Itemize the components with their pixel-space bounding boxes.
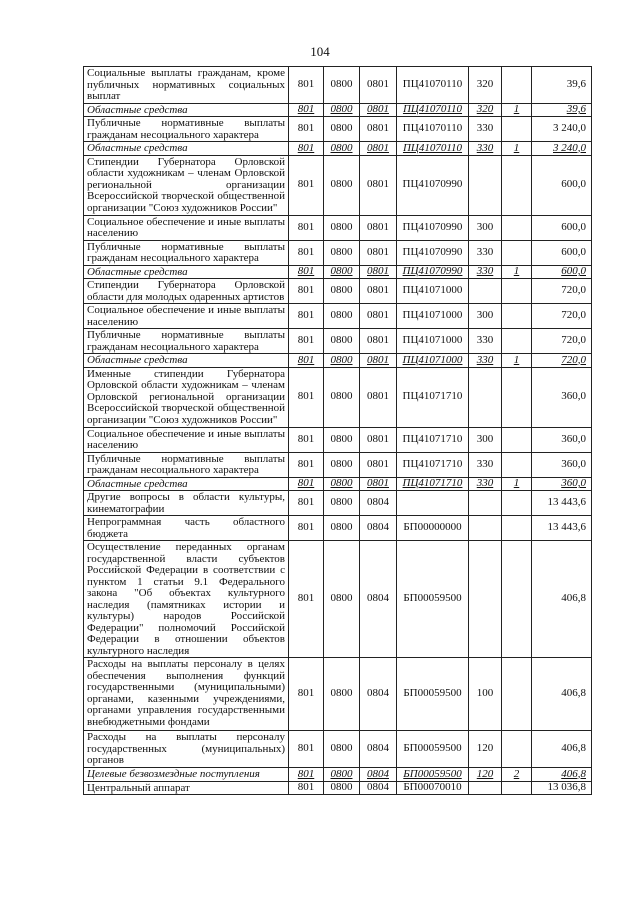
row-name: Областные средства [84,265,289,279]
table-row [84,142,592,156]
row-subsection: 0801 [360,155,397,215]
table-row [84,215,592,240]
row-subsection: 0801 [360,367,397,427]
row-section: 0800 [324,215,360,240]
row-source [502,516,532,541]
row-source [502,117,532,142]
row-ministry: 801 [289,67,324,104]
row-source [502,658,532,731]
row-source [502,279,532,304]
table-row [84,354,592,368]
row-subsection: 0801 [360,279,397,304]
table-row [84,367,592,427]
row-subsection: 0801 [360,477,397,491]
row-name: Осуществление переданных органам государственной власти субъектов Российской Федерации в соответствии с пунктом 1 статьи 9.1 Федерального закона "Об объектах культурного наследия (памятниках истории и культуры) народов Российской Федерации" полномочий Российской Федерации в отношении объектов культурного наследия [84,541,289,658]
row-name: Областные средства [84,103,289,117]
row-expense-type: 300 [469,427,502,452]
row-target-code [397,491,469,516]
row-expense-type: 320 [469,67,502,104]
row-expense-type: 100 [469,658,502,731]
row-source: 1 [502,265,532,279]
row-subsection: 0804 [360,781,397,795]
row-ministry: 801 [289,541,324,658]
row-source [502,329,532,354]
row-source: 1 [502,103,532,117]
row-section: 0800 [324,427,360,452]
row-ministry: 801 [289,142,324,156]
row-expense-type: 330 [469,142,502,156]
row-section: 0800 [324,516,360,541]
row-amount: 720,0 [532,354,592,368]
row-expense-type: 300 [469,215,502,240]
row-ministry: 801 [289,367,324,427]
row-expense-type [469,781,502,795]
row-expense-type: 330 [469,240,502,265]
row-expense-type: 330 [469,477,502,491]
row-ministry: 801 [289,477,324,491]
row-subsection: 0801 [360,304,397,329]
row-amount: 360,0 [532,477,592,491]
row-ministry: 801 [289,658,324,731]
row-source: 1 [502,142,532,156]
table-row [84,279,592,304]
table-row [84,541,592,658]
row-expense-type [469,491,502,516]
row-ministry: 801 [289,304,324,329]
row-amount: 3 240,0 [532,142,592,156]
row-amount: 360,0 [532,427,592,452]
row-name: Социальное обеспечение и иные выплаты населению [84,215,289,240]
row-name: Областные средства [84,477,289,491]
row-target-code: БП00059500 [397,541,469,658]
row-target-code: БП00059500 [397,731,469,768]
row-name: Расходы на выплаты персоналу в целях обеспечения выполнения функций государственными (муниципальными) органами, казенными учреждениями, органами управления государственными внебюджетными фондами [84,658,289,731]
row-name: Социальные выплаты гражданам, кроме публичных нормативных социальных выплат [84,67,289,104]
row-section: 0800 [324,781,360,795]
row-target-code: БП00059500 [397,768,469,782]
row-source [502,67,532,104]
row-subsection: 0801 [360,103,397,117]
row-target-code: ПЦ41071000 [397,304,469,329]
row-expense-type [469,279,502,304]
row-source: 1 [502,354,532,368]
row-ministry: 801 [289,240,324,265]
row-subsection: 0804 [360,768,397,782]
row-amount: 720,0 [532,304,592,329]
row-amount: 13 036,8 [532,781,592,795]
row-name: Областные средства [84,354,289,368]
row-section: 0800 [324,452,360,477]
row-name: Публичные нормативные выплаты гражданам несоциального характера [84,117,289,142]
row-ministry: 801 [289,731,324,768]
row-source: 1 [502,477,532,491]
row-target-code: ПЦ41070110 [397,103,469,117]
row-amount: 600,0 [532,215,592,240]
row-target-code: ПЦ41071710 [397,367,469,427]
row-expense-type: 330 [469,117,502,142]
row-target-code: ПЦ41071000 [397,354,469,368]
row-name: Стипендии Губернатора Орловской области художникам – членам Орловской региональной организации Всероссийской творческой общественной организации "Союз художников России" [84,155,289,215]
row-amount: 39,6 [532,67,592,104]
row-name: Именные стипендии Губернатора Орловской области художникам – членам Орловской региональной организации Всероссийской творческой общественной организации "Союз художников России" [84,367,289,427]
table-row [84,452,592,477]
row-ministry: 801 [289,768,324,782]
table-row [84,304,592,329]
table-row [84,265,592,279]
row-section: 0800 [324,240,360,265]
row-amount: 720,0 [532,279,592,304]
table-row [84,731,592,768]
row-subsection: 0801 [360,240,397,265]
row-section: 0800 [324,155,360,215]
row-source [502,215,532,240]
row-source [502,541,532,658]
row-section: 0800 [324,731,360,768]
row-target-code: БП00059500 [397,658,469,731]
row-expense-type: 320 [469,103,502,117]
row-source [502,781,532,795]
table-row [84,768,592,782]
table-row [84,491,592,516]
row-name: Расходы на выплаты персоналу государственных (муниципальных) органов [84,731,289,768]
row-ministry: 801 [289,516,324,541]
row-source [502,367,532,427]
row-subsection: 0804 [360,541,397,658]
row-section: 0800 [324,279,360,304]
row-source [502,491,532,516]
row-subsection: 0801 [360,265,397,279]
row-amount: 3 240,0 [532,117,592,142]
row-section: 0800 [324,329,360,354]
row-amount: 406,8 [532,768,592,782]
row-subsection: 0804 [360,491,397,516]
row-target-code: ПЦ41070990 [397,155,469,215]
row-section: 0800 [324,768,360,782]
row-ministry: 801 [289,265,324,279]
row-ministry: 801 [289,427,324,452]
row-section: 0800 [324,367,360,427]
row-target-code: ПЦ41070990 [397,240,469,265]
row-ministry: 801 [289,781,324,795]
row-source [502,452,532,477]
row-expense-type: 120 [469,731,502,768]
row-target-code: БП00000000 [397,516,469,541]
row-section: 0800 [324,103,360,117]
row-section: 0800 [324,477,360,491]
row-amount: 406,8 [532,731,592,768]
row-ministry: 801 [289,117,324,142]
row-section: 0800 [324,67,360,104]
row-target-code: ПЦ41071000 [397,279,469,304]
row-amount: 13 443,6 [532,491,592,516]
row-name: Публичные нормативные выплаты гражданам несоциального характера [84,329,289,354]
row-ministry: 801 [289,155,324,215]
row-amount: 360,0 [532,367,592,427]
row-expense-type: 330 [469,452,502,477]
row-target-code: ПЦ41070110 [397,67,469,104]
row-expense-type: 300 [469,304,502,329]
row-name: Стипендии Губернатора Орловской области для молодых одаренных артистов [84,279,289,304]
table-row [84,155,592,215]
row-ministry: 801 [289,103,324,117]
row-subsection: 0801 [360,215,397,240]
row-source [502,155,532,215]
table-row [84,329,592,354]
table-row [84,117,592,142]
budget-table [83,66,592,795]
row-amount: 406,8 [532,541,592,658]
row-name: Непрограммная часть областного бюджета [84,516,289,541]
row-expense-type [469,367,502,427]
row-ministry: 801 [289,354,324,368]
row-target-code: ПЦ41071710 [397,452,469,477]
row-target-code: ПЦ41070990 [397,215,469,240]
row-expense-type [469,155,502,215]
row-ministry: 801 [289,215,324,240]
row-amount: 360,0 [532,452,592,477]
row-expense-type [469,516,502,541]
row-expense-type: 120 [469,768,502,782]
row-amount: 600,0 [532,155,592,215]
row-target-code: ПЦ41070110 [397,117,469,142]
row-source [502,240,532,265]
row-section: 0800 [324,658,360,731]
row-section: 0800 [324,117,360,142]
page-number: 104 [310,44,330,59]
row-source [502,304,532,329]
row-subsection: 0801 [360,67,397,104]
row-amount: 13 443,6 [532,516,592,541]
row-ministry: 801 [289,452,324,477]
row-source [502,731,532,768]
row-target-code: ПЦ41070110 [397,142,469,156]
row-target-code: ПЦ41071710 [397,477,469,491]
row-target-code: ПЦ41071000 [397,329,469,354]
row-subsection: 0801 [360,329,397,354]
row-subsection: 0804 [360,731,397,768]
row-name: Социальное обеспечение и иные выплаты населению [84,427,289,452]
row-section: 0800 [324,541,360,658]
row-subsection: 0801 [360,452,397,477]
row-expense-type [469,541,502,658]
row-source: 2 [502,768,532,782]
row-name: Публичные нормативные выплаты гражданам несоциального характера [84,452,289,477]
table-row [84,477,592,491]
table-row [84,67,592,104]
row-section: 0800 [324,142,360,156]
row-section: 0800 [324,491,360,516]
row-name: Целевые безвозмездные поступления [84,768,289,782]
row-section: 0800 [324,265,360,279]
row-amount: 600,0 [532,240,592,265]
row-ministry: 801 [289,491,324,516]
row-expense-type: 330 [469,329,502,354]
row-name: Социальное обеспечение и иные выплаты населению [84,304,289,329]
row-expense-type: 330 [469,354,502,368]
row-amount: 600,0 [532,265,592,279]
row-target-code: ПЦ41070990 [397,265,469,279]
table-body [84,67,592,795]
row-subsection: 0801 [360,117,397,142]
table-row [84,516,592,541]
row-amount: 39,6 [532,103,592,117]
row-subsection: 0801 [360,354,397,368]
row-section: 0800 [324,354,360,368]
row-amount: 720,0 [532,329,592,354]
row-expense-type: 330 [469,265,502,279]
row-name: Другие вопросы в области культуры, кинематографии [84,491,289,516]
row-name: Центральный аппарат [84,781,289,795]
row-subsection: 0801 [360,427,397,452]
table-row [84,658,592,731]
row-ministry: 801 [289,279,324,304]
table-row [84,781,592,795]
table-row [84,240,592,265]
row-target-code: БП00070010 [397,781,469,795]
row-section: 0800 [324,304,360,329]
row-amount: 406,8 [532,658,592,731]
table-row [84,427,592,452]
row-subsection: 0801 [360,142,397,156]
row-name: Публичные нормативные выплаты гражданам несоциального характера [84,240,289,265]
row-ministry: 801 [289,329,324,354]
table-row [84,103,592,117]
row-subsection: 0804 [360,658,397,731]
row-target-code: ПЦ41071710 [397,427,469,452]
row-name: Областные средства [84,142,289,156]
row-source [502,427,532,452]
row-subsection: 0804 [360,516,397,541]
